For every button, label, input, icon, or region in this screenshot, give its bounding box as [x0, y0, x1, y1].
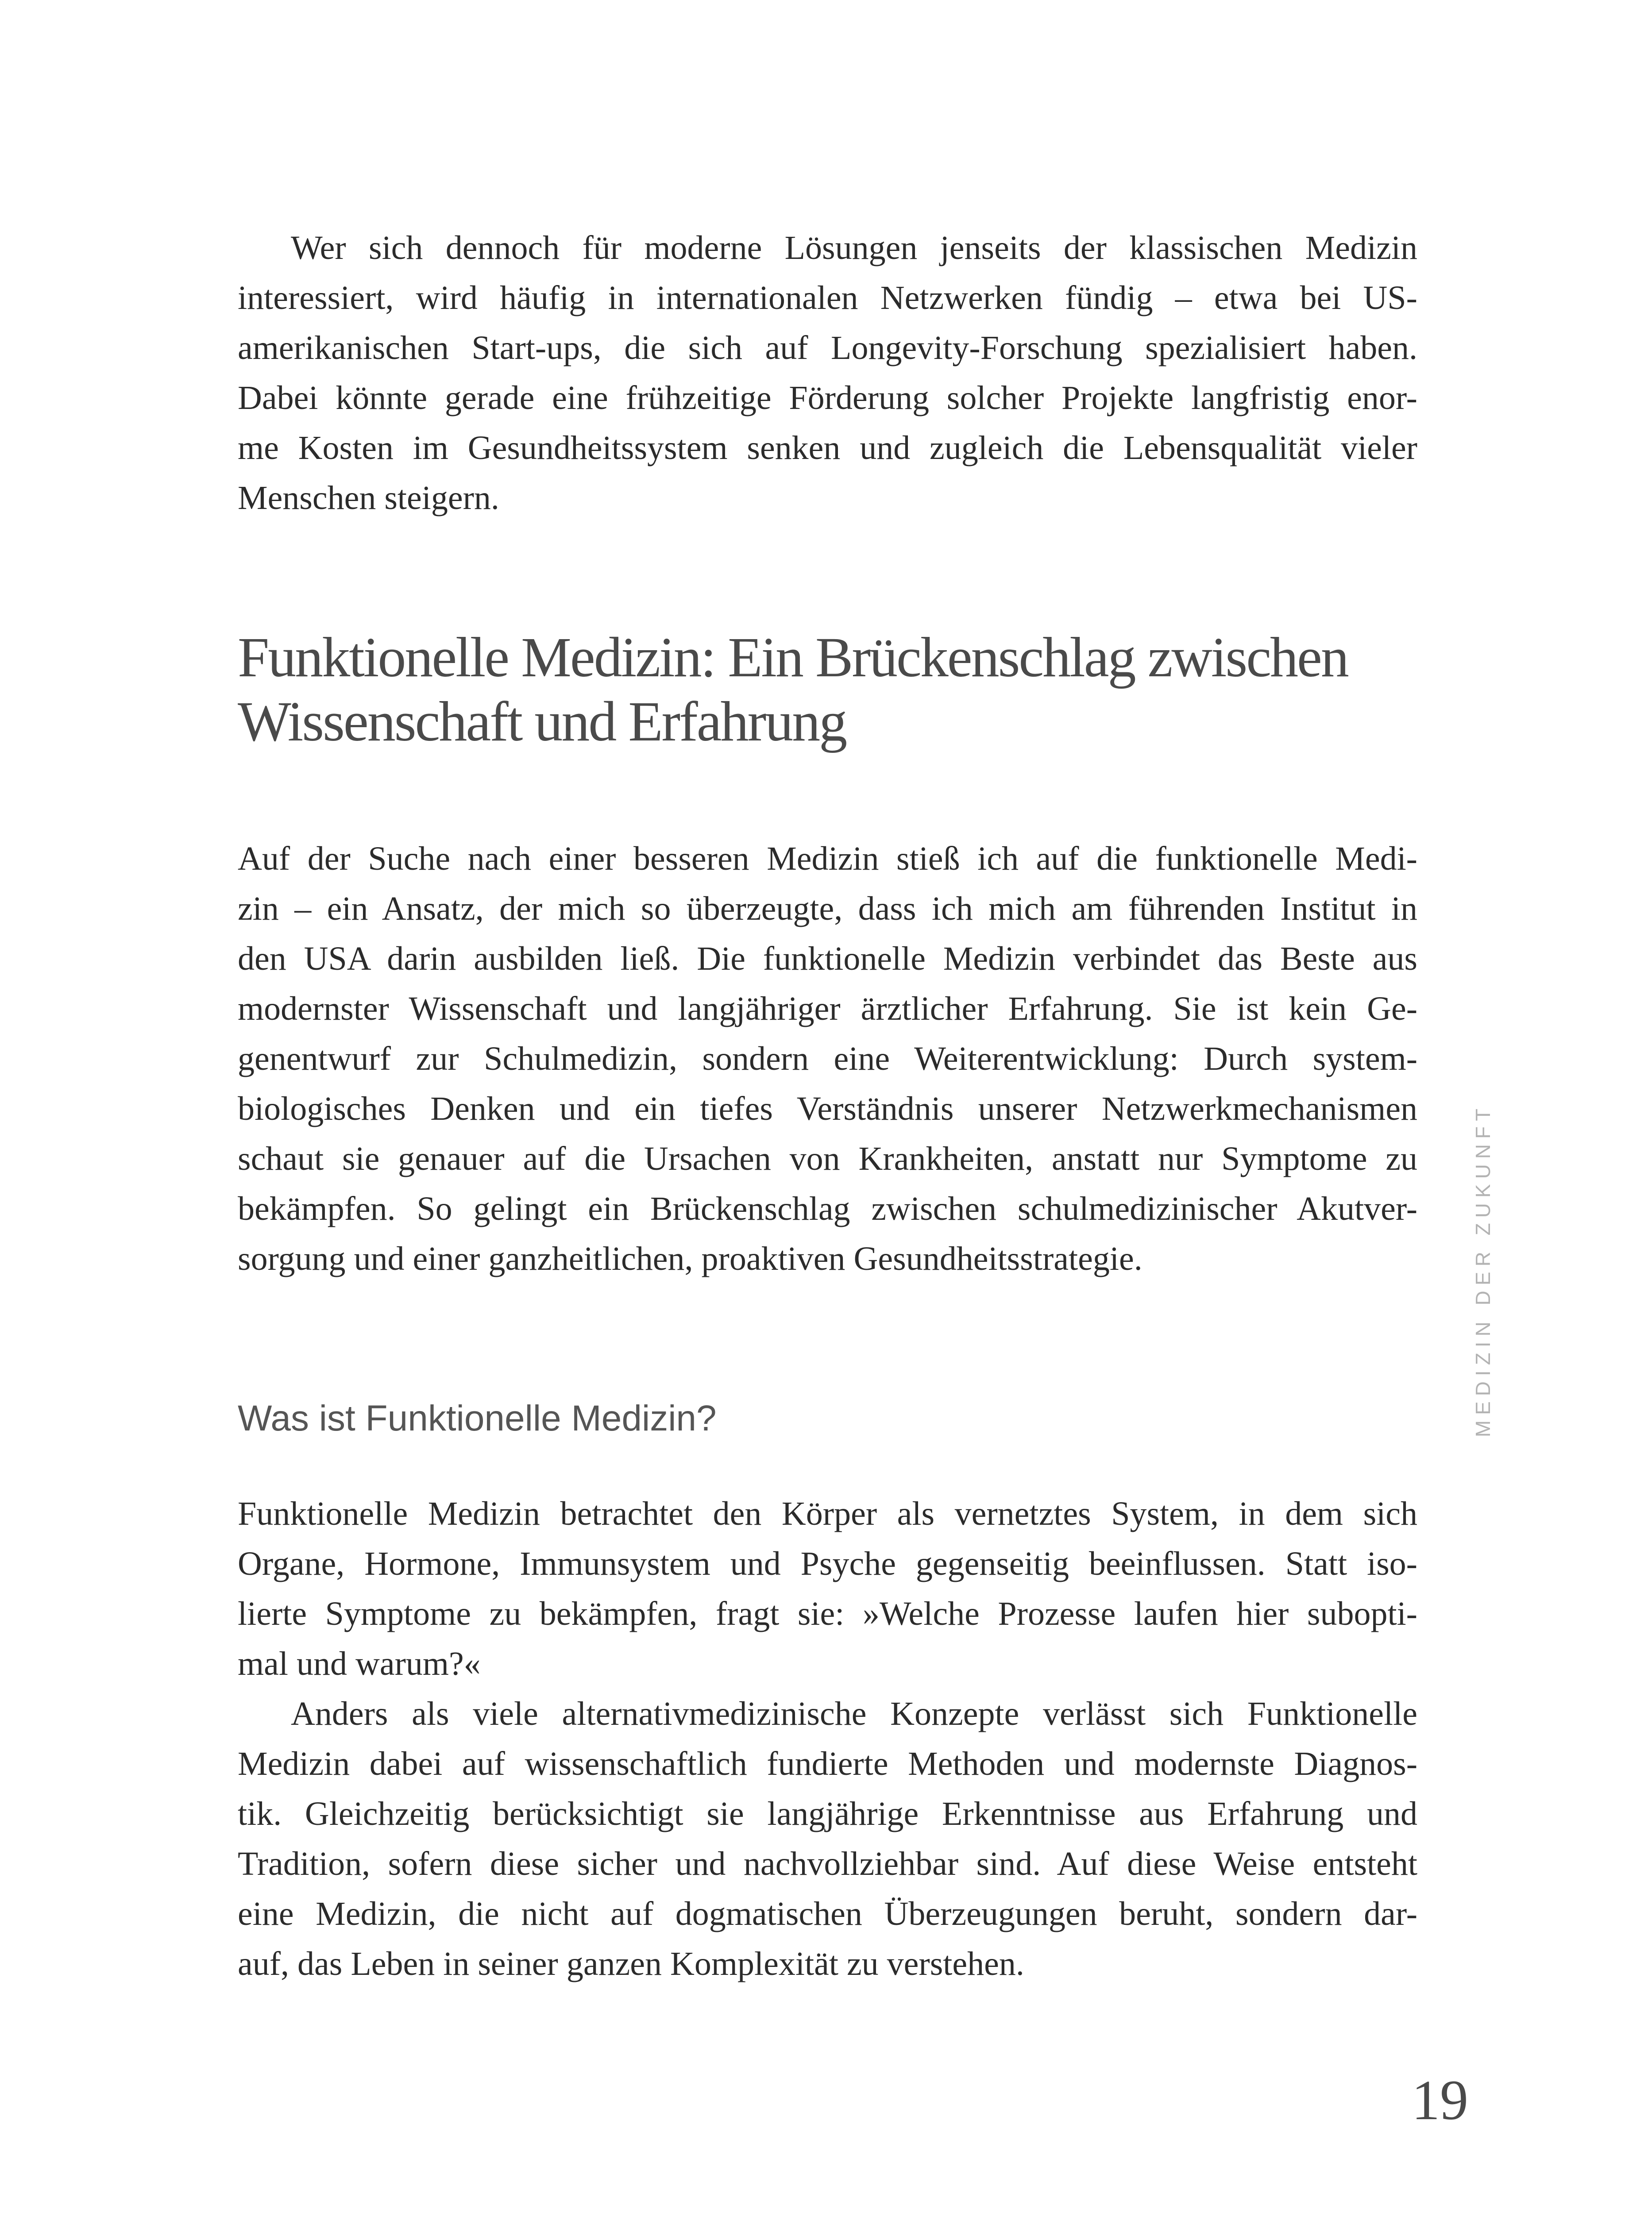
text-line: tik. Gleichzeitig berücksichtigt sie langjährige Erkenntnisse aus Erfahrung und [238, 1795, 1417, 1832]
text-line: biologisches Denken und ein tiefes Verständnis unserer Netzwerkmechanismen [238, 1090, 1417, 1127]
text-line: zin – ein Ansatz, der mich so überzeugte, dass ich mich am führenden Institut in [238, 890, 1417, 927]
text-line: Organe, Hormone, Immunsystem und Psyche gegenseitig beeinflussen. Statt iso- [238, 1545, 1417, 1582]
heading-line: Wissenschaft und Erfahrung [238, 690, 846, 753]
text-line: den USA darin ausbilden ließ. Die funktionelle Medizin verbindet das Beste aus [238, 940, 1417, 977]
text-line: sorgung und einer ganzheitlichen, proaktiven Gesundheitsstrategie. [238, 1240, 1143, 1277]
text-line: me Kosten im Gesundheitssystem senken und zugleich die Lebensqualität vieler [238, 429, 1417, 467]
text-line: Dabei könnte gerade eine frühzeitige Förderung solcher Projekte langfristig enor- [238, 379, 1417, 416]
text-line: Wer sich dennoch für moderne Lösungen jenseits der klassischen Medizin [291, 229, 1417, 266]
text-line: Anders als viele alternativmedizinische Konzepte verlässt sich Funktionelle [291, 1695, 1417, 1732]
text-line: eine Medizin, die nicht auf dogmatischen Überzeugungen beruht, sondern dar- [238, 1895, 1417, 1932]
text-line: lierte Symptome zu bekämpfen, fragt sie: »Welche Prozesse laufen hier subopti- [238, 1595, 1417, 1632]
subsection-heading: Was ist Funktionelle Medizin? [238, 1398, 717, 1438]
heading-line: Funktionelle Medizin: Ein Brückenschlag zwischen [238, 626, 1348, 689]
text-line: mal und warum?« [238, 1645, 481, 1682]
text-line: bekämpfen. So gelingt ein Brückenschlag zwischen schulmedizinischer Akutver- [238, 1190, 1417, 1227]
text-line: schaut sie genauer auf die Ursachen von Krankheiten, anstatt nur Symptome zu [238, 1140, 1417, 1177]
text-line: auf, das Leben in seiner ganzen Komplexität zu verstehen. [238, 1945, 1024, 1982]
text-line: genentwurf zur Schulmedizin, sondern eine Weiterentwicklung: Durch system- [238, 1040, 1417, 1077]
text-line: interessiert, wird häufig in internationalen Netzwerken fündig – etwa bei US- [238, 279, 1417, 316]
text-line: Menschen steigern. [238, 479, 499, 517]
text-line: Funktionelle Medizin betrachtet den Körper als vernetztes System, in dem sich [238, 1495, 1417, 1532]
text-line: modernster Wissenschaft und langjähriger ärztlicher Erfahrung. Sie ist kein Ge- [238, 990, 1417, 1027]
text-line: amerikanischen Start-ups, die sich auf Longevity-Forschung spezialisiert haben. [238, 329, 1417, 366]
running-header-label: MEDIZIN DER ZUKUNFT [1471, 1103, 1494, 1438]
text-line: Auf der Suche nach einer besseren Medizin stieß ich auf die funktionelle Medi- [238, 840, 1417, 877]
text-line: Tradition, sofern diese sicher und nachvollziehbar sind. Auf diese Weise entsteht [238, 1845, 1417, 1882]
page-number: 19 [1412, 2069, 1468, 2132]
text-line: Medizin dabei auf wissenschaftlich fundierte Methoden und modernste Diagnos- [238, 1745, 1417, 1782]
